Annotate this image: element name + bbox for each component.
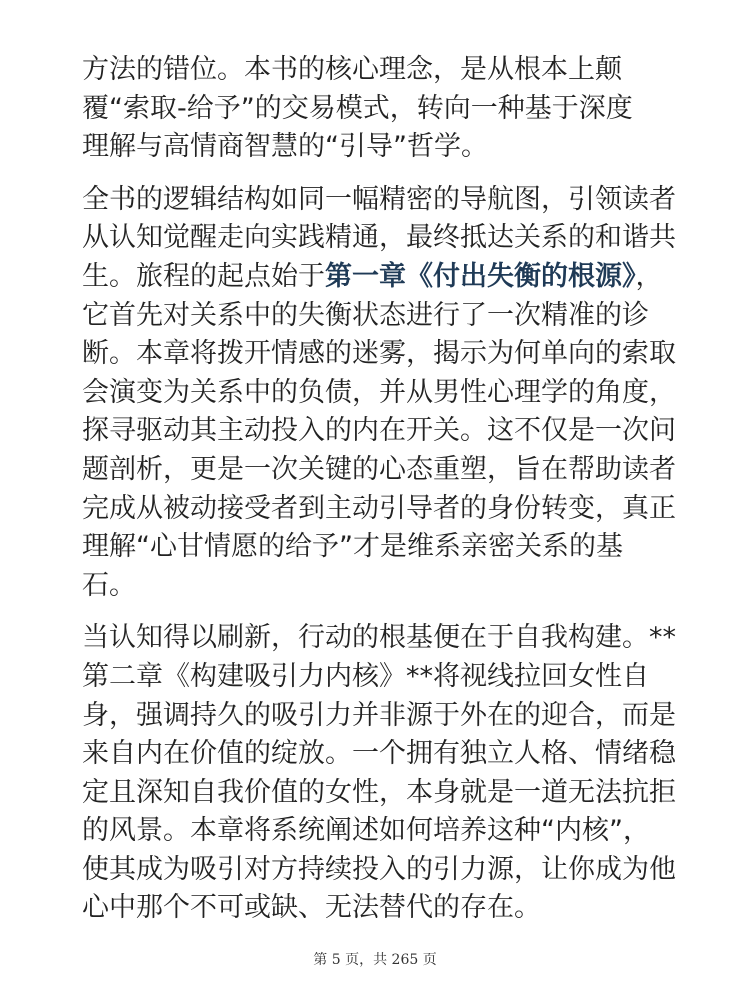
text-line: 完成从被动接受者到主动引导者的身份转变，真正 [82,492,676,524]
text-segment: ， [635,260,663,292]
text-line: 理解与高情商智慧的“引导”哲学。 [82,131,488,163]
text-line: 从认知觉醒走向实践精通，最终抵达关系的和谐共 [82,222,676,254]
text-line: 来自内在价值的绽放。一个拥有独立人格、情绪稳 [82,738,676,770]
text-line: 身，强调持久的吸引力并非源于外在的迎合，而是 [82,699,676,731]
paragraph-2 [82,181,682,606]
text-line: 理解“心甘情愿的给予”才是维系亲密关系的基 [82,531,623,563]
text-segment: 生。旅程的起点始于 [82,260,325,292]
text-line [82,258,682,297]
text-line: 断。本章将拨开情感的迷雾，揭示为何单向的索取 [82,338,676,370]
text-line: 使其成为吸引对方持续投入的引力源，让你成为他 [82,853,676,885]
text-line: 心中那个不可或缺、无法替代的存在。 [82,892,541,924]
paragraph-1 [82,51,682,167]
page-footer [0,949,750,969]
chapter-1-title: 第一章《付出失衡的根源》 [325,260,636,292]
text-line: 定且深知自我价值的女性，本身就是一道无法抗拒 [82,776,676,808]
text-line: 全书的逻辑结构如同一幅精密的导航图，引领读者 [82,183,676,215]
text-line: 的风景。本章将系统阐述如何培养这种“内核”， [82,815,650,847]
text-line: 石。 [82,569,136,601]
paragraph-3 [82,619,682,928]
page-number-label: 第 5 页，共 265 页 [313,952,437,968]
text-line: 覆“索取-给予”的交易模式，转向一种基于深度 [82,92,633,124]
text-line: 它首先对关系中的失衡状态进行了一次精准的诊 [82,299,649,331]
text-line: 会演变为关系中的负债，并从男性心理学的角度， [82,376,676,408]
text-line: 探寻驱动其主动投入的内在开关。这不仅是一次问 [82,415,676,447]
text-line: 第二章《构建吸引力内核》**将视线拉回女性自 [82,660,649,692]
text-line: 当认知得以刷新，行动的根基便在于自我构建。** [82,622,676,654]
text-line: 方法的错位。本书的核心理念，是从根本上颠 [82,54,622,85]
text-line: 题剖析，更是一次关键的心态重塑，旨在帮助读者 [82,453,676,485]
body-text [82,51,682,928]
